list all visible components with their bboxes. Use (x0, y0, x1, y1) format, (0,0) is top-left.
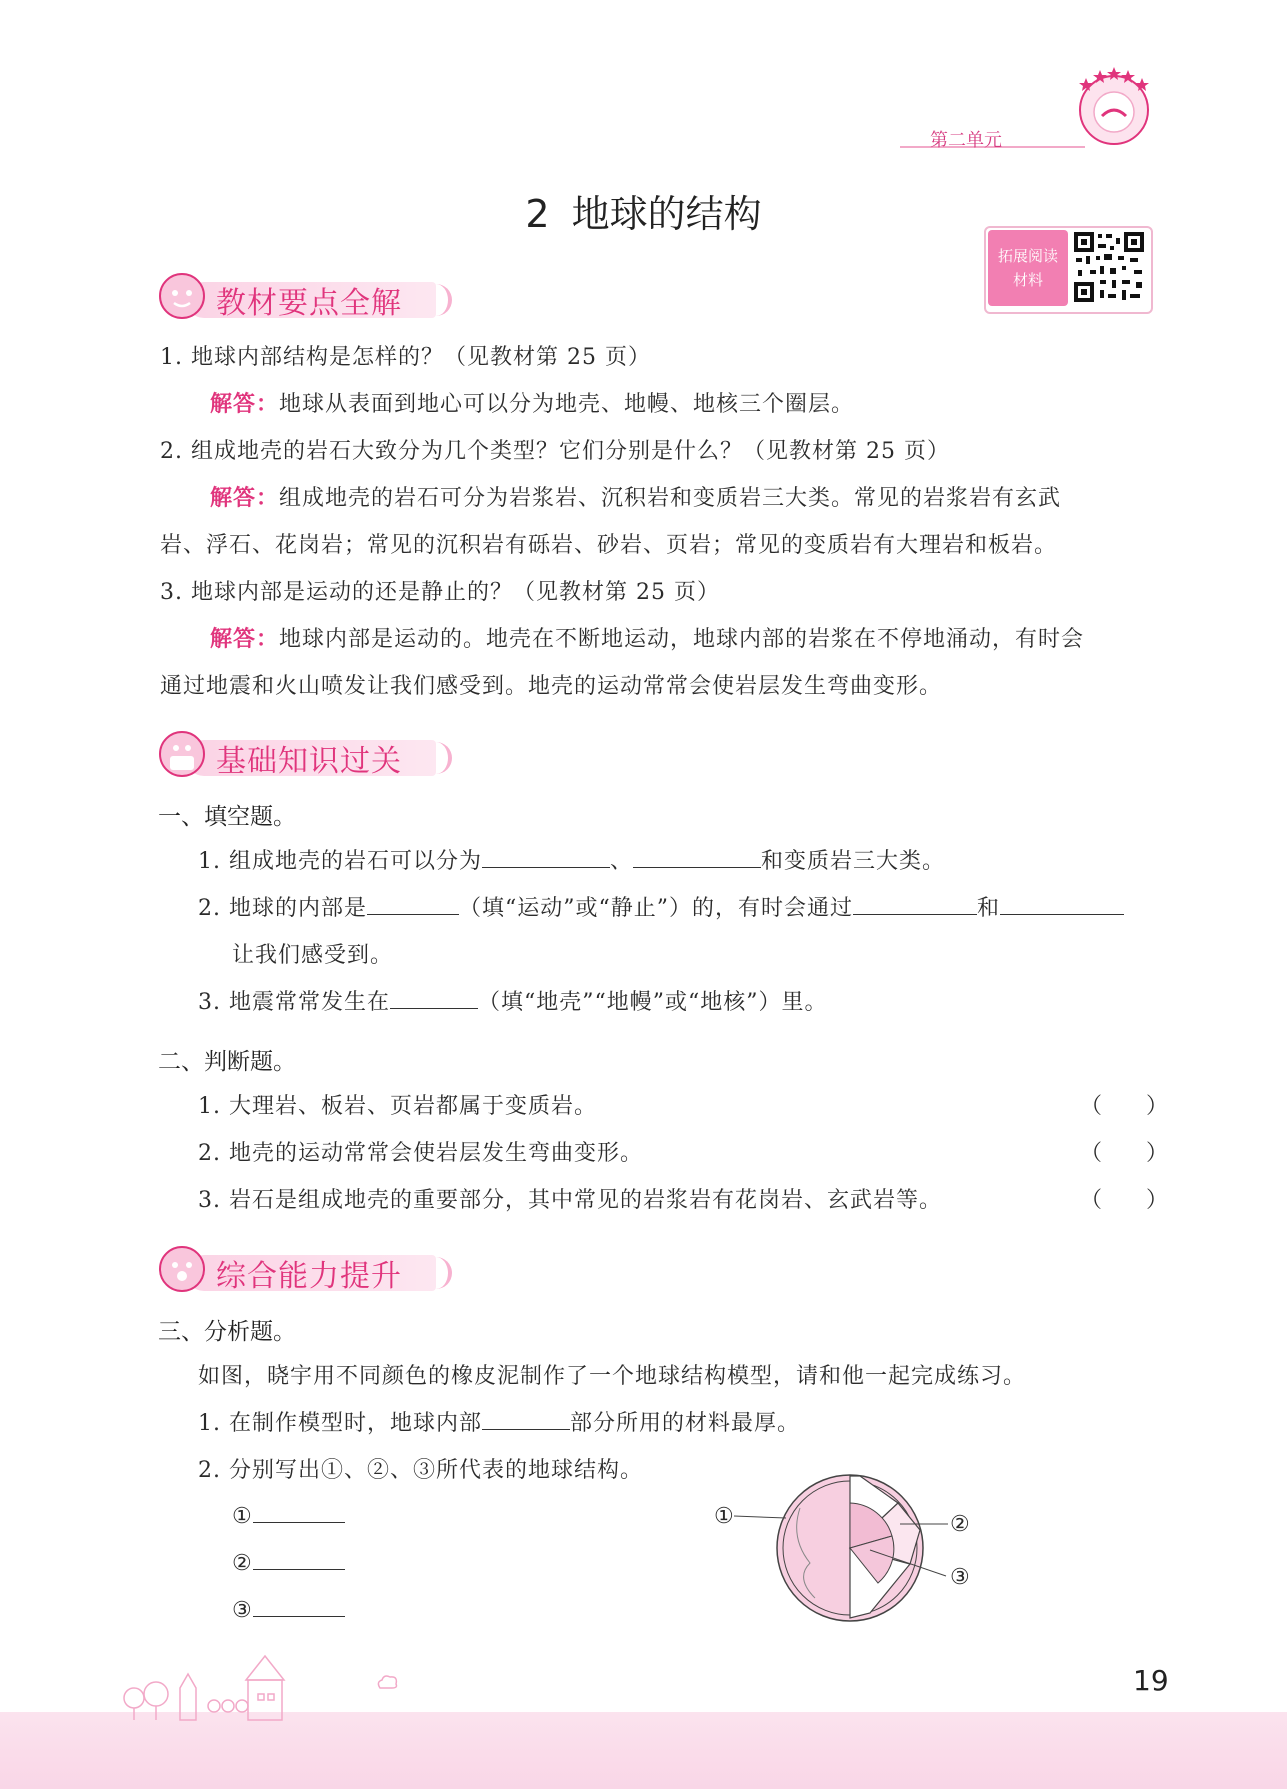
footer-band (0, 1712, 1287, 1789)
analysis-question-1: 1. 在制作模型时，地球内部 部分所用的材料最厚。 (198, 1406, 800, 1437)
fill-question-1: 1. 组成地壳的岩石可以分为 、 和变质岩三大类。 (198, 844, 945, 875)
analysis-heading: 三、分析题。 (158, 1319, 296, 1345)
qr-label[interactable] (988, 230, 1068, 306)
mascot-icon (158, 1245, 206, 1293)
analysis-question-2: 2. 分别写出①、②、③所代表的地球结构。 (198, 1458, 643, 1483)
unit-label: 第二单元 (930, 130, 1002, 151)
judge-heading: 二、判断题。 (158, 1049, 296, 1075)
mascot-icon (158, 272, 206, 320)
judge-item-2: 2. 地壳的运动常常会使岩层发生弯曲变形。 (198, 1141, 643, 1166)
qa-question-2: 2. 组成地壳的岩石大致分为几个类型？它们分别是什么？（见教材第 25 页） (160, 439, 950, 464)
diagram-label-3: ③ (950, 1565, 971, 1590)
answer-blank[interactable] (633, 845, 761, 868)
qr-label-line2: 材料 (1012, 271, 1043, 289)
answer-blank[interactable] (253, 1547, 345, 1570)
publisher-logo (1072, 64, 1156, 148)
section-banner-2 (158, 730, 438, 780)
answer-paren-open[interactable]: （ (1080, 1188, 1103, 1213)
analysis-intro: 如图，晓宇用不同颜色的橡皮泥制作了一个地球结构模型，请和他一起完成练习。 (198, 1364, 1027, 1389)
answer-line-1: ① (232, 1500, 345, 1529)
answer-paren-open[interactable]: （ (1080, 1141, 1103, 1166)
answer-paren-close[interactable]: ） (1146, 1094, 1169, 1119)
diagram-label-2: ② (950, 1512, 971, 1537)
answer-blank[interactable] (390, 986, 478, 1009)
fill-question-2-cont: 让我们感受到。 (232, 943, 394, 968)
section-title: 基础知识过关 (216, 744, 402, 779)
qa-question-1: 1. 地球内部结构是怎样的？（见教材第 25 页） (160, 345, 651, 370)
fill-heading: 一、填空题。 (158, 804, 296, 830)
answer-line-2: ② (232, 1547, 345, 1576)
answer-text: 组成地壳的岩石可分为岩浆岩、沉积岩和变质岩三大类。常见的岩浆岩有玄武 (279, 486, 1062, 511)
qr-code-icon[interactable] (1072, 230, 1146, 304)
answer-text: 地球从表面到地心可以分为地壳、地幔、地核三个圈层。 (279, 392, 855, 417)
answer-paren-close[interactable]: ） (1146, 1188, 1169, 1213)
qa-answer-2-cont: 岩、浮石、花岗岩；常见的沉积岩有砾岩、砂岩、页岩；常见的变质岩有大理岩和板岩。 (160, 533, 1058, 558)
page-number: 19 (1133, 1664, 1169, 1697)
judge-item-3: 3. 岩石是组成地壳的重要部分，其中常见的岩浆岩有花岗岩、玄武岩等。 (198, 1188, 942, 1213)
title-text: 地球的结构 (571, 192, 762, 236)
cloud-decoration-icon (376, 1672, 400, 1692)
mascot-icon (158, 730, 206, 778)
answer-blank[interactable] (253, 1500, 345, 1523)
answer-blank[interactable] (482, 1407, 570, 1430)
qa-question-3: 3. 地球内部是运动的还是静止的？（见教材第 25 页） (160, 580, 720, 605)
answer-label: 解答： (210, 627, 280, 652)
answer-blank[interactable] (853, 892, 977, 915)
qa-answer-3-cont: 通过地震和火山喷发让我们感受到。地壳的运动常常会使岩层发生弯曲变形。 (160, 674, 943, 699)
answer-blank[interactable] (1000, 892, 1124, 915)
earth-structure-diagram (700, 1468, 1000, 1628)
section-banner-3 (158, 1245, 438, 1295)
answer-blank[interactable] (367, 892, 459, 915)
diagram-label-1: ① (714, 1504, 735, 1529)
answer-text: 地球内部是运动的。地壳在不断地运动，地球内部的岩浆在不停地涌动，有时会 (279, 627, 1085, 652)
section-banner-1 (158, 272, 438, 322)
fill-question-3: 3. 地震常常发生在 （填“地壳”“地幔”或“地核”）里。 (198, 985, 827, 1016)
answer-paren-open[interactable]: （ (1080, 1094, 1103, 1119)
fill-question-2: 2. 地球的内部是 （填“运动”或“静止”）的，有时会通过 和 (198, 891, 1124, 922)
section-title: 综合能力提升 (216, 1259, 402, 1294)
answer-label: 解答： (210, 486, 280, 511)
judge-item-1: 1. 大理岩、板岩、页岩都属于变质岩。 (198, 1094, 597, 1119)
footer-illustration (118, 1650, 308, 1722)
answer-blank[interactable] (253, 1594, 345, 1617)
qa-answer-3 (210, 622, 1084, 653)
qa-answer-1 (210, 387, 854, 418)
answer-label: 解答： (210, 392, 280, 417)
answer-line-3: ③ (232, 1594, 345, 1623)
answer-paren-close[interactable]: ） (1146, 1141, 1169, 1166)
qr-label-line1: 拓展阅读 (997, 247, 1058, 265)
title-number: 2 (525, 192, 550, 236)
section-title: 教材要点全解 (216, 286, 402, 321)
qa-answer-2 (210, 481, 1061, 512)
answer-blank[interactable] (482, 845, 610, 868)
